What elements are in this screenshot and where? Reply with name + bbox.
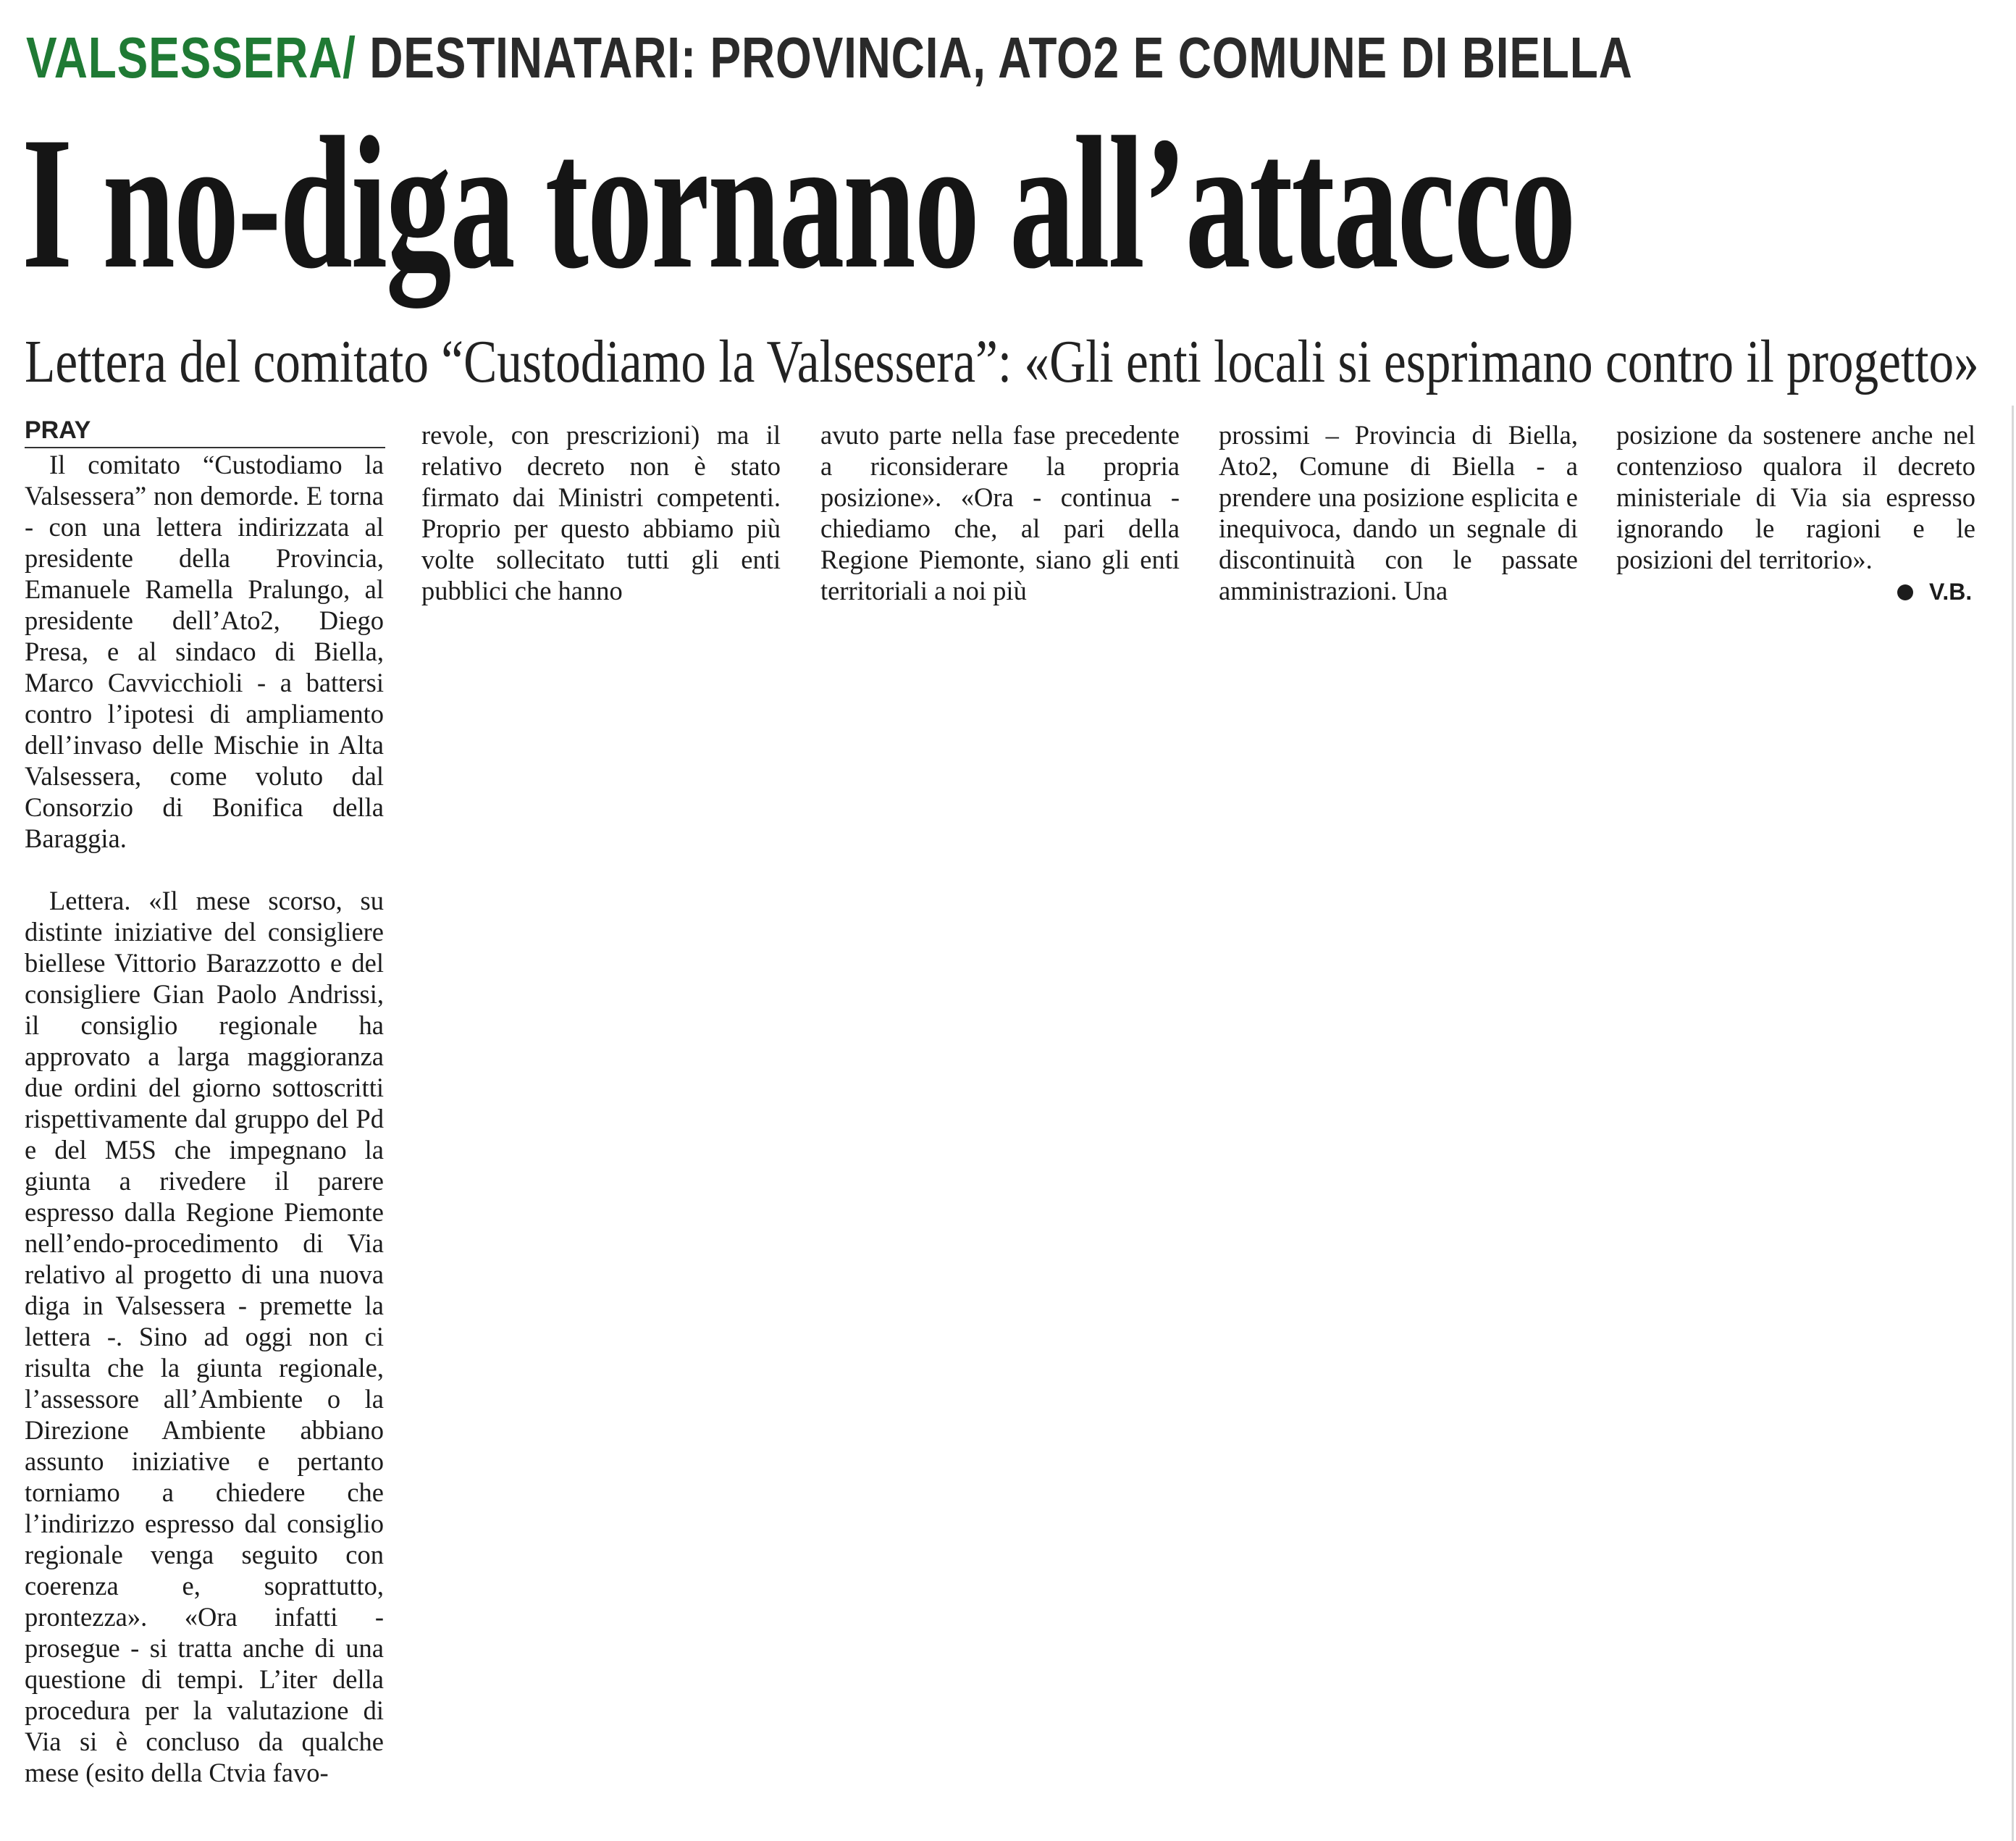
headline: I no-diga tornano all’attacco xyxy=(22,98,1575,308)
kicker-recipients: DESTINATARI: PROVINCIA, ATO2 E COMUNE DI BIELLA xyxy=(356,25,1633,90)
article-column-2 xyxy=(421,419,781,606)
author-signature xyxy=(1897,577,1972,606)
dateline-rule xyxy=(25,447,385,448)
article-column-4 xyxy=(1219,419,1578,606)
paragraph-continuation: prossimi – Provincia di Biella, Ato2, Comune di Biella - a prendere una posizione esplicita e inequivoca, dando un segnale di discontinuità con le passate amministrazioni. Una xyxy=(1219,420,1578,605)
kicker xyxy=(26,22,1633,94)
paragraph-conclusion: posizione da sostenere anche nel contenzioso qualora il decreto ministeriale di Via sia espresso ignorando le ragioni e le posizioni del territorio». xyxy=(1616,420,1975,574)
subheadline: Lettera del comitato “Custodiamo la Valsessera”: «Gli enti locali si esprimano contro il progetto» xyxy=(25,328,1979,395)
paragraph-intro: Il comitato “Custodiamo la Valsessera” non demorde. E torna - con una lettera indirizzata al presidente della Provincia, Emanuele Ramella Pralungo, al presidente dell’Ato2, Diego Presa, e al sindaco di Biella, Marco Cavvicchioli - a battersi contro l’ipotesi di ampliamento dell’invaso delle Mischie in Alta Valsessera, come voluto dal Consorzio di Bonifica della Baraggia. xyxy=(25,450,384,853)
page-edge-rule xyxy=(2012,406,2014,1841)
paragraph-continuation: revole, con prescrizioni) ma il relativo decreto non è stato firmato dai Ministri competenti. Proprio per questo abbiamo più volte sollecitato tutti gli enti pubblici che hanno xyxy=(421,420,781,605)
kicker-section: VALSESSERA xyxy=(26,25,343,90)
dateline: PRAY xyxy=(25,416,91,444)
article-column-3 xyxy=(820,419,1180,606)
article-column-1 xyxy=(25,449,384,1788)
kicker-slash: / xyxy=(343,25,356,90)
article-column-5 xyxy=(1616,419,1975,575)
bullet-dot-icon xyxy=(1897,584,1913,600)
paragraph-continuation: avuto parte nella fase precedente a riconsiderare la propria posizione». «Ora - continua - chiediamo che, al pari della Regione Piemonte, siano gli enti territoriali a noi più xyxy=(820,420,1180,605)
author-initials: V.B. xyxy=(1929,579,1973,605)
paragraph-lettera: Lettera. «Il mese scorso, su distinte iniziative del consigliere biellese Vittorio Barazzotto e del consigliere Gian Paolo Andrissi, il consiglio regionale ha approvato a larga maggioranza due ordini del giorno sottoscritti rispettivamente dal gruppo del Pd e del M5S che impegnano la giunta a rivedere il parere espresso dalla Regione Piemonte nell’endo-procedimento di Via relativo al progetto di una nuova diga in Valsessera - premette la lettera -. Sino ad oggi non ci risulta che la giunta regionale, l’assessore all’Ambiente o la Direzione Ambiente abbiano assunto iniziative e pertanto torniamo a chiedere che l’indirizzo espresso dal consiglio regionale venga seguito con coerenza e, soprattutto, prontezza». «Ora infatti - prosegue - si tratta anche di una questione di tempi. L’iter della procedura per la valutazione di Via si è concluso da qualche mese (esito della Ctvia favo- xyxy=(25,886,384,1787)
